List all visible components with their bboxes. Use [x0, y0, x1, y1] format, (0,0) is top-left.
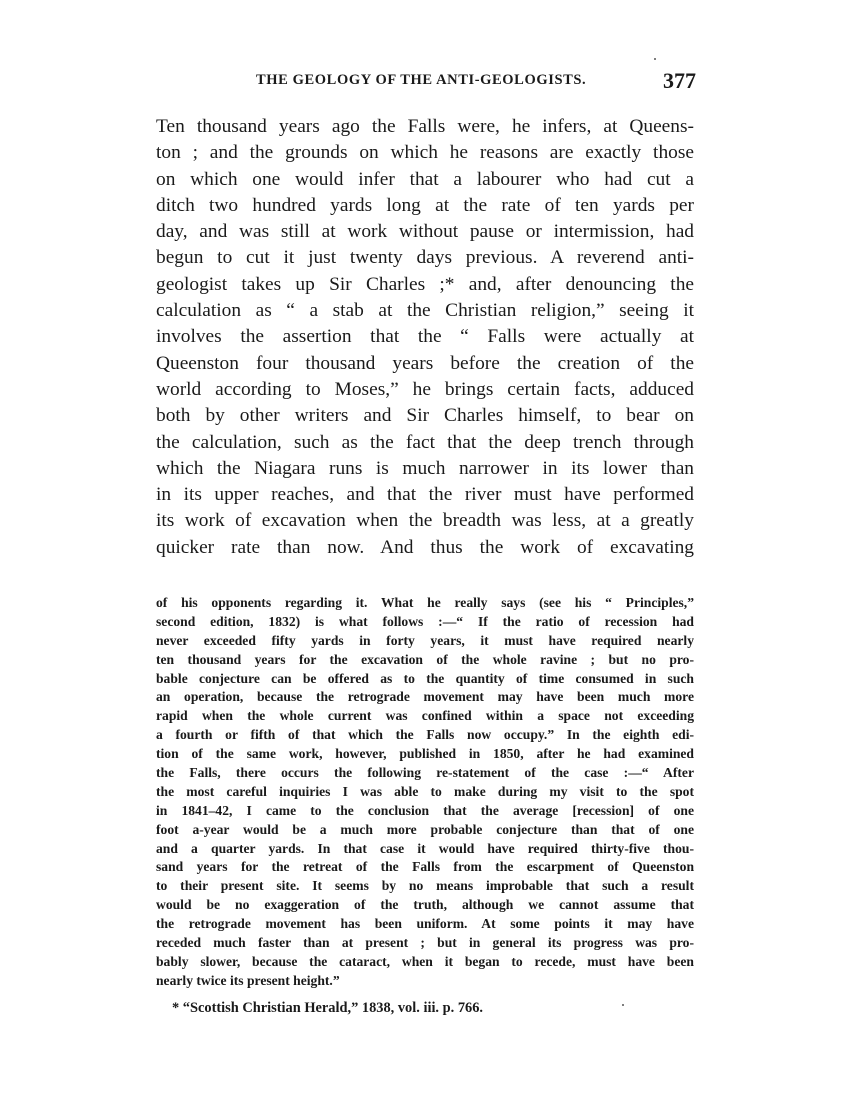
footnote-line: the Falls, there occurs the following re-statement of the case :—“ After: [156, 765, 694, 781]
page-number: 377: [663, 68, 696, 93]
body-line: on which one would infer that a labourer who had cut a: [156, 168, 694, 190]
page-header: [256, 68, 696, 92]
footnote-line: the retrograde movement has been uniform. At some points it may have: [156, 916, 694, 932]
footnote-line: ten thousand years for the excavation of the whole ravine ; but no pro-: [156, 651, 694, 667]
footnote-line: a fourth or fifth of that which the Falls now occupy.” In the eighth edi-: [156, 727, 694, 743]
footnote-line: in 1841–42, I came to the conclusion that the average [recession] of one: [156, 802, 694, 818]
print-speck: [622, 1004, 624, 1006]
footnote-line: of his opponents regarding it. What he really says (see his “ Principles,”: [156, 595, 694, 610]
print-speck: [654, 58, 656, 60]
footnote-line: would be no exaggeration of the truth, although we cannot assume that: [156, 897, 694, 913]
footnote-line: nearly twice its present height.”: [156, 972, 340, 988]
footnote-line: bable conjecture can be offered as to the quantity of time consumed in such: [156, 670, 694, 686]
footnote-line: never exceeded fifty yards in forty years, it must have required nearly: [156, 632, 694, 648]
body-line: geologist takes up Sir Charles ;* and, after denouncing the: [156, 273, 694, 295]
footnote-line: rapid when the whole current was confined within a space not exceeding: [156, 708, 694, 724]
footnote-line: bably slower, because the cataract, when it began to recede, must have been: [156, 953, 694, 969]
footnote-line: receded much faster than at present ; but in general its progress was pro-: [156, 935, 694, 951]
body-line: calculation as “ a stab at the Christian religion,” seeing it: [156, 300, 694, 322]
body-line: the calculation, such as the fact that the deep trench through: [156, 431, 694, 453]
footnote-line: foot a-year would be a much more probable conjecture than that of one: [156, 821, 694, 837]
body-line: involves the assertion that the “ Falls were actually at: [156, 326, 694, 348]
footnote-reference: * “Scottish Christian Herald,” 1838, vol. iii. p. 766.: [172, 1000, 484, 1016]
body-text: [156, 114, 694, 561]
body-line: ditch two hundred yards long at the rate of ten yards per: [156, 194, 694, 216]
footnote-line: sand years for the retreat of the Falls from the escarpment of Queenston: [156, 859, 694, 875]
body-line: which the Niagara runs is much narrower in its lower than: [156, 457, 694, 479]
footnote-line: and a quarter yards. In that case it would have required thirty-five thou-: [156, 840, 694, 856]
body-line: Queenston four thousand years before the creation of the: [156, 352, 694, 374]
footnote: [156, 594, 694, 991]
body-line: day, and was still at work without pause or intermission, had: [156, 221, 694, 243]
body-line: world according to Moses,” he brings certain facts, adduced: [156, 378, 694, 400]
footnote-line: to their present site. It seems by no means improbable that such a result: [156, 878, 694, 894]
body-line: in its upper reaches, and that the river must have performed: [156, 484, 694, 506]
footnote-line: the most careful inquiries I was able to make during my visit to the spot: [156, 783, 694, 799]
body-line: Ten thousand years ago the Falls were, he infers, at Queens-: [156, 116, 694, 137]
body-line: both by other writers and Sir Charles himself, to bear on: [156, 405, 694, 427]
body-line: quicker rate than now. And thus the work of excavating: [156, 536, 694, 558]
body-line: its work of excavation when the breadth was less, at a greatly: [156, 510, 694, 532]
footnote-line: second edition, 1832) is what follows :—“ If the ratio of recession had: [156, 613, 694, 629]
body-line: ton ; and the grounds on which he reasons are exactly those: [156, 142, 694, 164]
footnote-line: tion of the same work, however, published in 1850, after he had examined: [156, 746, 694, 762]
running-head: THE GEOLOGY OF THE ANTI-GEOLOGISTS.: [256, 72, 587, 88]
footnote-line: an operation, because the retrograde movement may have been much more: [156, 689, 694, 705]
body-line: begun to cut it just twenty days previous. A reverend anti-: [156, 247, 694, 269]
